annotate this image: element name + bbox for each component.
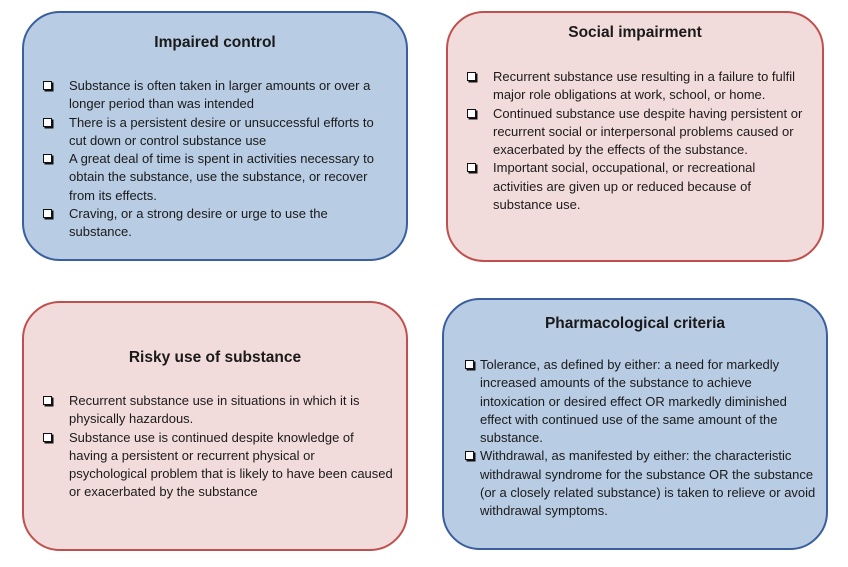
list-item — [467, 68, 807, 105]
risky-use-list — [43, 392, 393, 502]
list-item — [467, 105, 807, 160]
checkbox-bullet-icon — [465, 360, 474, 369]
impaired-control-title: Impaired control — [154, 34, 276, 51]
list-item-text: Recurrent substance use in situations in which it is physically hazardous. — [69, 393, 360, 427]
list-item — [43, 114, 393, 151]
list-item-text: Important social, occupational, or recreational activities are given up or reduced because of substance use. — [493, 160, 756, 213]
checkbox-bullet-icon — [43, 433, 52, 442]
list-item-text: Craving, or a strong desire or urge to use the substance. — [69, 206, 328, 240]
list-item — [43, 392, 393, 429]
list-item — [467, 159, 807, 214]
list-item-text: A great deal of time is spent in activities necessary to obtain the substance, use the substance, or recover from its effects. — [69, 151, 374, 203]
checkbox-bullet-icon — [43, 396, 52, 405]
list-item-text: Withdrawal, as manifested by either: the characteristic withdrawal syndrome for the substance OR the substance (or a closely related substance) is taken to relieve or avoid withdrawal symptoms. — [480, 448, 816, 519]
checkbox-bullet-icon — [43, 154, 52, 163]
checkbox-bullet-icon — [467, 72, 476, 81]
social-impairment-box — [446, 11, 824, 262]
checkbox-bullet-icon — [467, 163, 476, 172]
list-item — [464, 447, 816, 520]
list-item-text: Recurrent substance use resulting in a failure to fulfil major role obligations at work, school, or home. — [493, 69, 796, 103]
checkbox-bullet-icon — [467, 109, 476, 118]
social-impairment-list — [467, 68, 807, 214]
checkbox-bullet-icon — [43, 118, 52, 127]
impaired-control-list — [43, 77, 393, 242]
list-item-text: Tolerance, as defined by either: a need for markedly increased amounts of the substance to achieve intoxication or desired effect OR markedly diminished effect with continued use of the same amount of the substance. — [480, 357, 787, 446]
checkbox-bullet-icon — [43, 209, 52, 218]
list-item — [43, 205, 393, 242]
social-impairment-title: Social impairment — [568, 24, 702, 41]
list-item-text: Substance is often taken in larger amounts or over a longer period than was intended — [69, 78, 371, 112]
list-item-text: Continued substance use despite having persistent or recurrent social or interpersonal problems caused or exacerbated by the effects of the substance. — [493, 105, 803, 158]
pharmacological-criteria-title: Pharmacological criteria — [544, 315, 726, 332]
list-item-text: Substance use is continued despite knowledge of having a persistent or recurrent physical or psychological problem that is likely to have been caused or exacerbated by the substance — [69, 429, 393, 500]
risky-use-box — [22, 301, 408, 551]
impaired-control-box — [22, 11, 408, 261]
pharmacological-criteria-box — [442, 298, 828, 550]
list-item — [43, 150, 393, 205]
checkbox-bullet-icon — [43, 81, 52, 90]
list-item — [464, 356, 816, 447]
checkbox-bullet-icon — [465, 451, 474, 460]
list-item — [43, 429, 393, 502]
pharmacological-criteria-list — [464, 356, 816, 521]
risky-use-title: Risky use of substance — [128, 349, 302, 366]
list-item — [43, 77, 393, 114]
list-item-text: There is a persistent desire or unsuccessful efforts to cut down or control substance use — [69, 114, 374, 148]
